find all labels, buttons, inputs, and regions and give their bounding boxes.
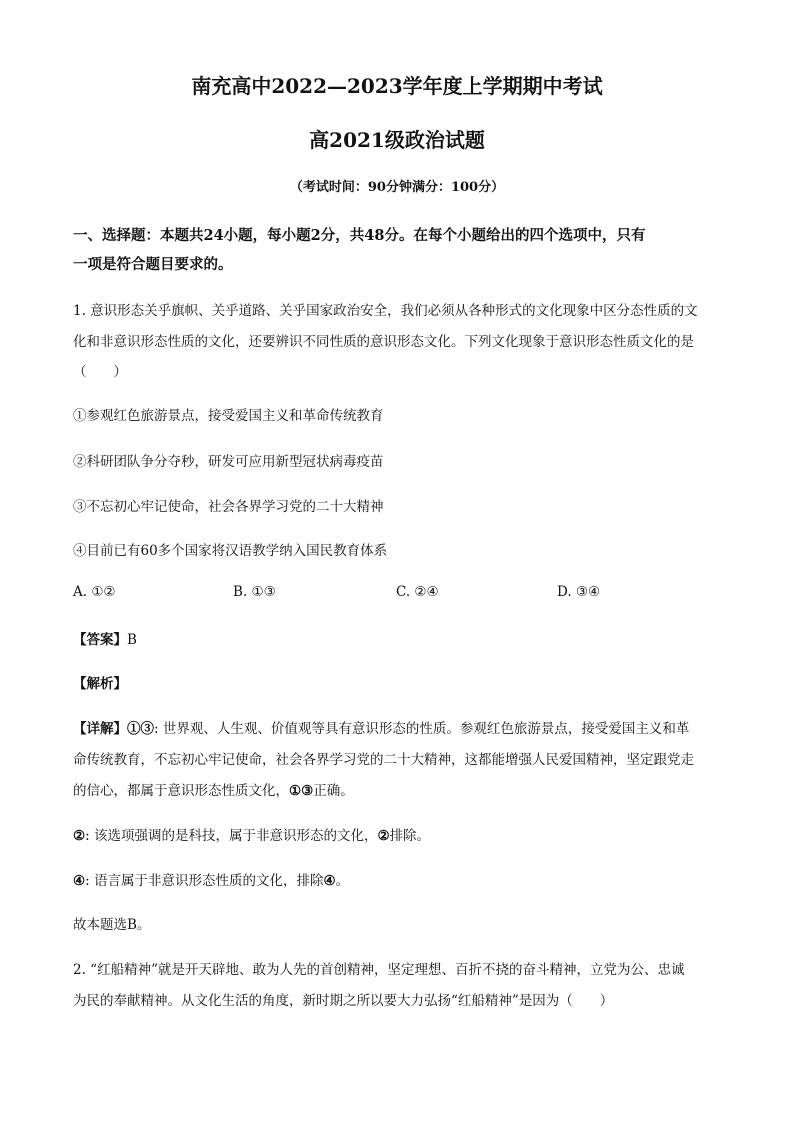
answer-line <box>73 628 137 648</box>
question-1-stem-line-2: 化和非意识形态性质的文化，还要辨识不同性质的意识形态文化。下列文化现象于意识形态性质文化的是 <box>73 334 694 350</box>
section-heading-line-1: 一、选择题：本题共24小题，每小题2分，共48分。在每个小题给出的四个选项中，只有 <box>73 227 646 244</box>
question-1-stem-line-1: 1. 意识形态关乎旗帜、关乎道路、关乎国家政治安全，我们必须从各种形式的文化现象中区分态性质的文 <box>73 303 698 319</box>
detail-text-3: 的信心，都属于意识形态性质文化， <box>73 783 289 799</box>
question-1-stem-line-3: （ ） <box>73 364 127 380</box>
analysis-label: 【解析】 <box>73 676 127 692</box>
answer-label: 【答案】 <box>73 632 127 648</box>
exam-info: （考试时间：90分钟满分：100分） <box>289 180 505 195</box>
detail-line-1 <box>73 717 689 737</box>
note-2-end: 排除。 <box>389 828 431 844</box>
option-d: D. ③④ <box>557 584 601 600</box>
detail-text-3-end: 正确。 <box>313 783 354 799</box>
note-4-mark-2: ④ <box>323 873 336 889</box>
question-1-item-2: ②科研团队争分夺秒，研发可应用新型冠状病毒疫苗 <box>73 454 384 470</box>
exam-title: 南充高中2022—2023学年度上学期期中考试 <box>191 74 603 98</box>
note-2-line <box>73 824 430 844</box>
note-2-mark-2: ② <box>377 828 390 844</box>
section-heading-line-2: 一项是符合题目要求的。 <box>73 256 233 273</box>
note-2-text: : 该选项强调的是科技，属于非意识形态的文化， <box>85 828 378 844</box>
note-4-line <box>73 869 349 889</box>
note-2-mark: ② <box>73 828 86 844</box>
note-4-end: 。 <box>335 873 350 889</box>
question-1-item-4: ④目前已有60多个国家将汉语教学纳入国民教育体系 <box>73 543 388 559</box>
question-1-item-3: ③不忘初心牢记使命，社会各界学习党的二十大精神 <box>73 499 384 515</box>
question-1-item-1: ①参观红色旅游景点，接受爱国主义和革命传统教育 <box>73 408 384 424</box>
detail-line-3 <box>73 779 354 799</box>
exam-subtitle: 高2021级政治试题 <box>309 128 485 152</box>
note-4-text: : 语言属于非意识形态性质的文化，排除 <box>85 873 324 889</box>
detail-marks: ①③ <box>127 721 154 737</box>
option-a: A. ①② <box>73 584 116 600</box>
question-2-stem-line-2: 为民的奉献精神。从文化生活的角度，新时期之所以要大力弘扬“红船精神”是因为（ ） <box>73 993 614 1009</box>
detail-text-1: : 世界观、人生观、价值观等具有意识形态的性质。参观红色旅游景点，接受爱国主义和革 <box>154 721 690 737</box>
detail-line-2: 命传统教育，不忘初心牢记使命，社会各界学习党的二十大精神，这都能增强人民爱国精神，坚定跟党走 <box>73 752 694 768</box>
note-4-mark: ④ <box>73 873 86 889</box>
answer-value: B <box>127 632 137 648</box>
conclusion: 故本题选B。 <box>73 917 151 933</box>
option-c: C. ②④ <box>396 584 439 600</box>
option-b: B. ①③ <box>233 584 276 600</box>
detail-line3-marks: ①③ <box>289 783 314 799</box>
question-2-stem-line-1: 2. “红船精神”就是开天辟地、敢为人先的首创精神，坚定理想、百折不挠的奋斗精神，立党为公、忠诚 <box>73 962 685 978</box>
detail-label: 【详解】 <box>73 721 127 737</box>
